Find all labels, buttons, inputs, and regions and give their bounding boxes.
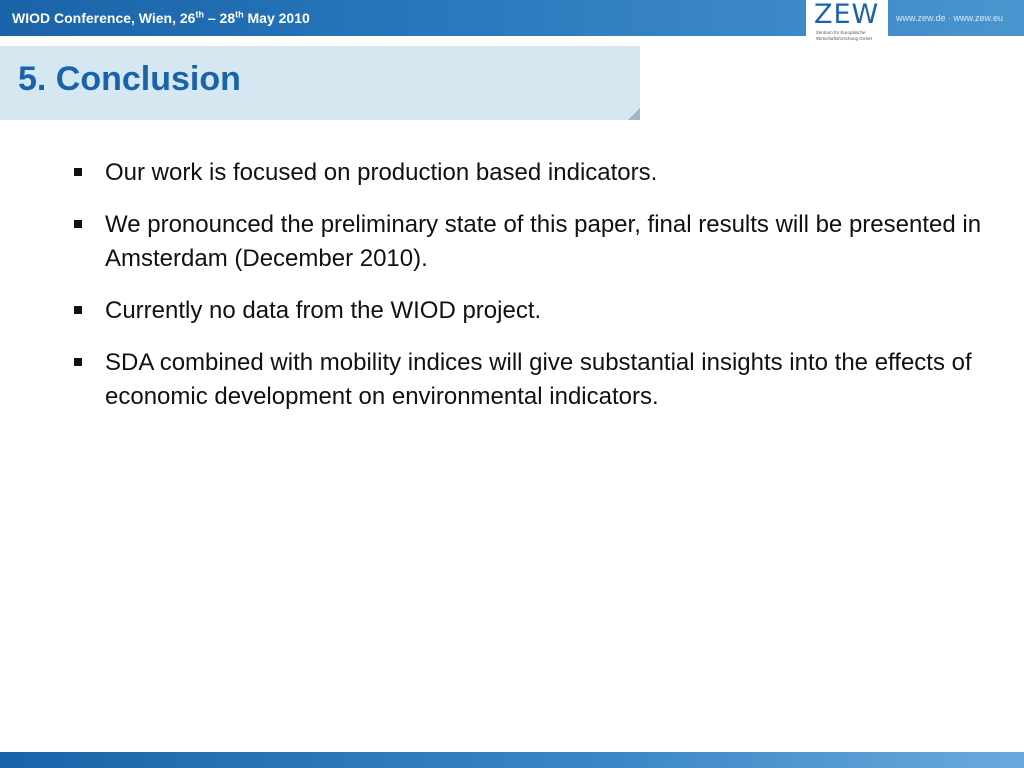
bullet-list	[74, 156, 994, 432]
conference-mid: – 28	[203, 10, 236, 26]
conference-suffix: May 2010	[243, 10, 310, 26]
logo-subtitle: Zentrum für Europäische Wirtschaftsforschung GmbH	[816, 30, 873, 41]
square-bullet-icon	[74, 306, 82, 314]
bullet-text: SDA combined with mobility indices will give substantial insights into the effects of economic development on environmental indicators.	[105, 349, 972, 410]
bullet-text: We pronounced the preliminary state of this paper, final results will be presented in Amsterdam (December 2010).	[105, 211, 982, 272]
ordinal-suffix-start: th	[195, 9, 204, 20]
title-box-corner	[628, 108, 640, 120]
bullet-item	[74, 294, 994, 328]
bullet-item	[74, 208, 994, 276]
footer-bar	[0, 752, 1024, 768]
square-bullet-icon	[74, 358, 82, 366]
bullet-text: Our work is focused on production based indicators.	[105, 159, 658, 186]
bullet-item	[74, 346, 994, 414]
bullet-text: Currently no data from the WIOD project.	[105, 297, 542, 324]
square-bullet-icon	[74, 220, 82, 228]
ordinal-suffix-end: th	[235, 9, 244, 20]
logo-mark: ZEW	[814, 0, 880, 30]
conference-title	[12, 9, 310, 27]
website-text: www.zew.de · www.zew.eu	[896, 13, 1004, 23]
bullet-item	[74, 156, 994, 190]
slide-title: 5. Conclusion	[18, 60, 241, 98]
conference-prefix: WIOD Conference, Wien, 26	[12, 10, 196, 26]
zew-logo	[806, 0, 888, 46]
square-bullet-icon	[74, 168, 82, 176]
